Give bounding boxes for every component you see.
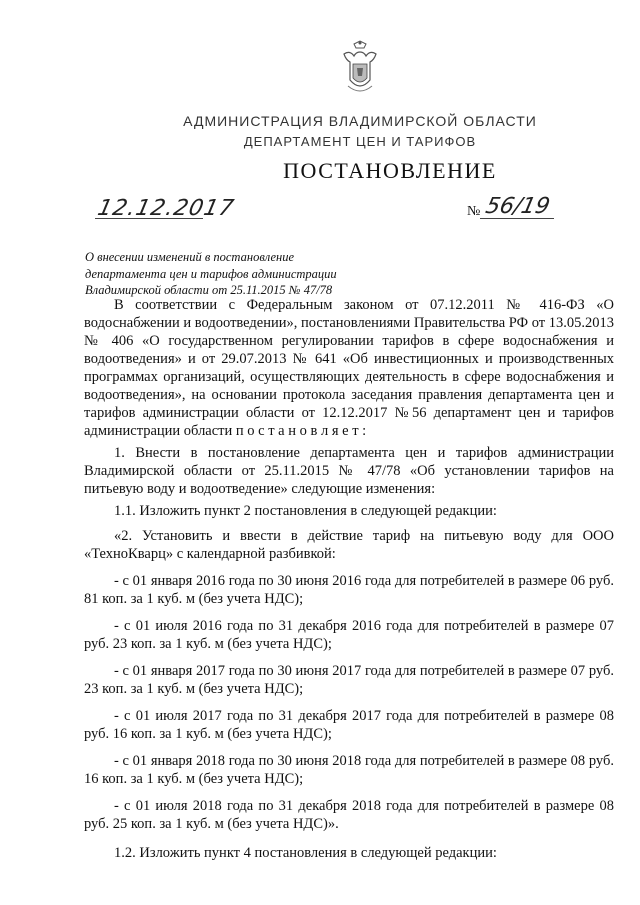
document-title: ПОСТАНОВЛЕНИЕ bbox=[283, 158, 497, 183]
paragraph-1-2: 1.2. Изложить пункт 4 постановления в следующей редакции: bbox=[114, 845, 497, 861]
tariff-item: - с 01 января 2016 года по 30 июня 2016 года для потребителей в размере 06 руб. 81 коп. за 1 куб. м (без учета НДС); bbox=[84, 573, 614, 607]
coat-of-arms-icon bbox=[340, 40, 380, 98]
tariff-item: - с 01 июля 2016 года по 31 декабря 2016 года для потребителей в размере 07 руб. 23 коп. за 1 куб. м (без учета НДС); bbox=[84, 618, 614, 652]
document-date: 12.12.2017 bbox=[95, 196, 237, 221]
subject-line: О внесении изменений в постановление bbox=[85, 250, 295, 264]
org-name: АДМИНИСТРАЦИЯ ВЛАДИМИРСКОЙ ОБЛАСТИ bbox=[183, 113, 537, 129]
paragraph-1: 1. Внести в постановление департамента цен и тарифов администрации Владимирской области от 25.11.2015 № 47/78 «Об установлении тарифов на питьевую воду и водоотведение» следующие изменения: bbox=[84, 445, 614, 497]
tariff-item: - с 01 января 2017 года по 30 июня 2017 года для потребителей в размере 07 руб. 23 коп. за 1 куб. м (без учета НДС); bbox=[84, 663, 614, 697]
paragraph-1-1: 1.1. Изложить пункт 2 постановления в следующей редакции: bbox=[114, 503, 497, 519]
number-underline bbox=[480, 218, 554, 219]
document-subject bbox=[85, 249, 385, 299]
document-number: 56/19 bbox=[483, 194, 553, 219]
number-sign: № bbox=[467, 204, 481, 219]
date-underline bbox=[95, 218, 203, 219]
preamble-paragraph: В соответствии с Федеральным законом от 07.12.2011 № 416-ФЗ «О водоснабжении и водоотведении», постановлениями Правительства РФ от 13.05.2013 № 406 «О государственном регулировании тарифов в сфере водоснабжения и водоотведения» и от 29.07.2013 № 641 «Об инвестиционных и производственных программах организаций, осуществляющих деятельность в сфере водоснабжения и водоотведения», на основании протокола заседания правления департамента цен и тарифов администрации области от 12.12.2017 №56 департамент цен и тарифов администрации области п о с т а н о в л я е т : bbox=[84, 297, 614, 439]
subject-line: Владимирской области от 25.11.2015 № 47/78 bbox=[85, 283, 333, 297]
tariff-item: - с 01 января 2018 года по 30 июня 2018 года для потребителей в размере 08 руб. 16 коп. за 1 куб. м (без учета НДС); bbox=[84, 753, 614, 787]
department-name: ДЕПАРТАМЕНТ ЦЕН И ТАРИФОВ bbox=[243, 134, 477, 149]
paragraph-2: «2. Установить и ввести в действие тариф на питьевую воду для ООО «ТехноКварц» с календарной разбивкой: bbox=[84, 528, 614, 562]
subject-line: департамента цен и тарифов администрации bbox=[85, 266, 337, 281]
tariff-item: - с 01 июля 2018 года по 31 декабря 2018 года для потребителей в размере 08 руб. 25 коп. за 1 куб. м (без учета НДС)». bbox=[84, 798, 614, 832]
tariff-item: - с 01 июля 2017 года по 31 декабря 2017 года для потребителей в размере 08 руб. 16 коп. за 1 куб. м (без учета НДС); bbox=[84, 708, 614, 742]
